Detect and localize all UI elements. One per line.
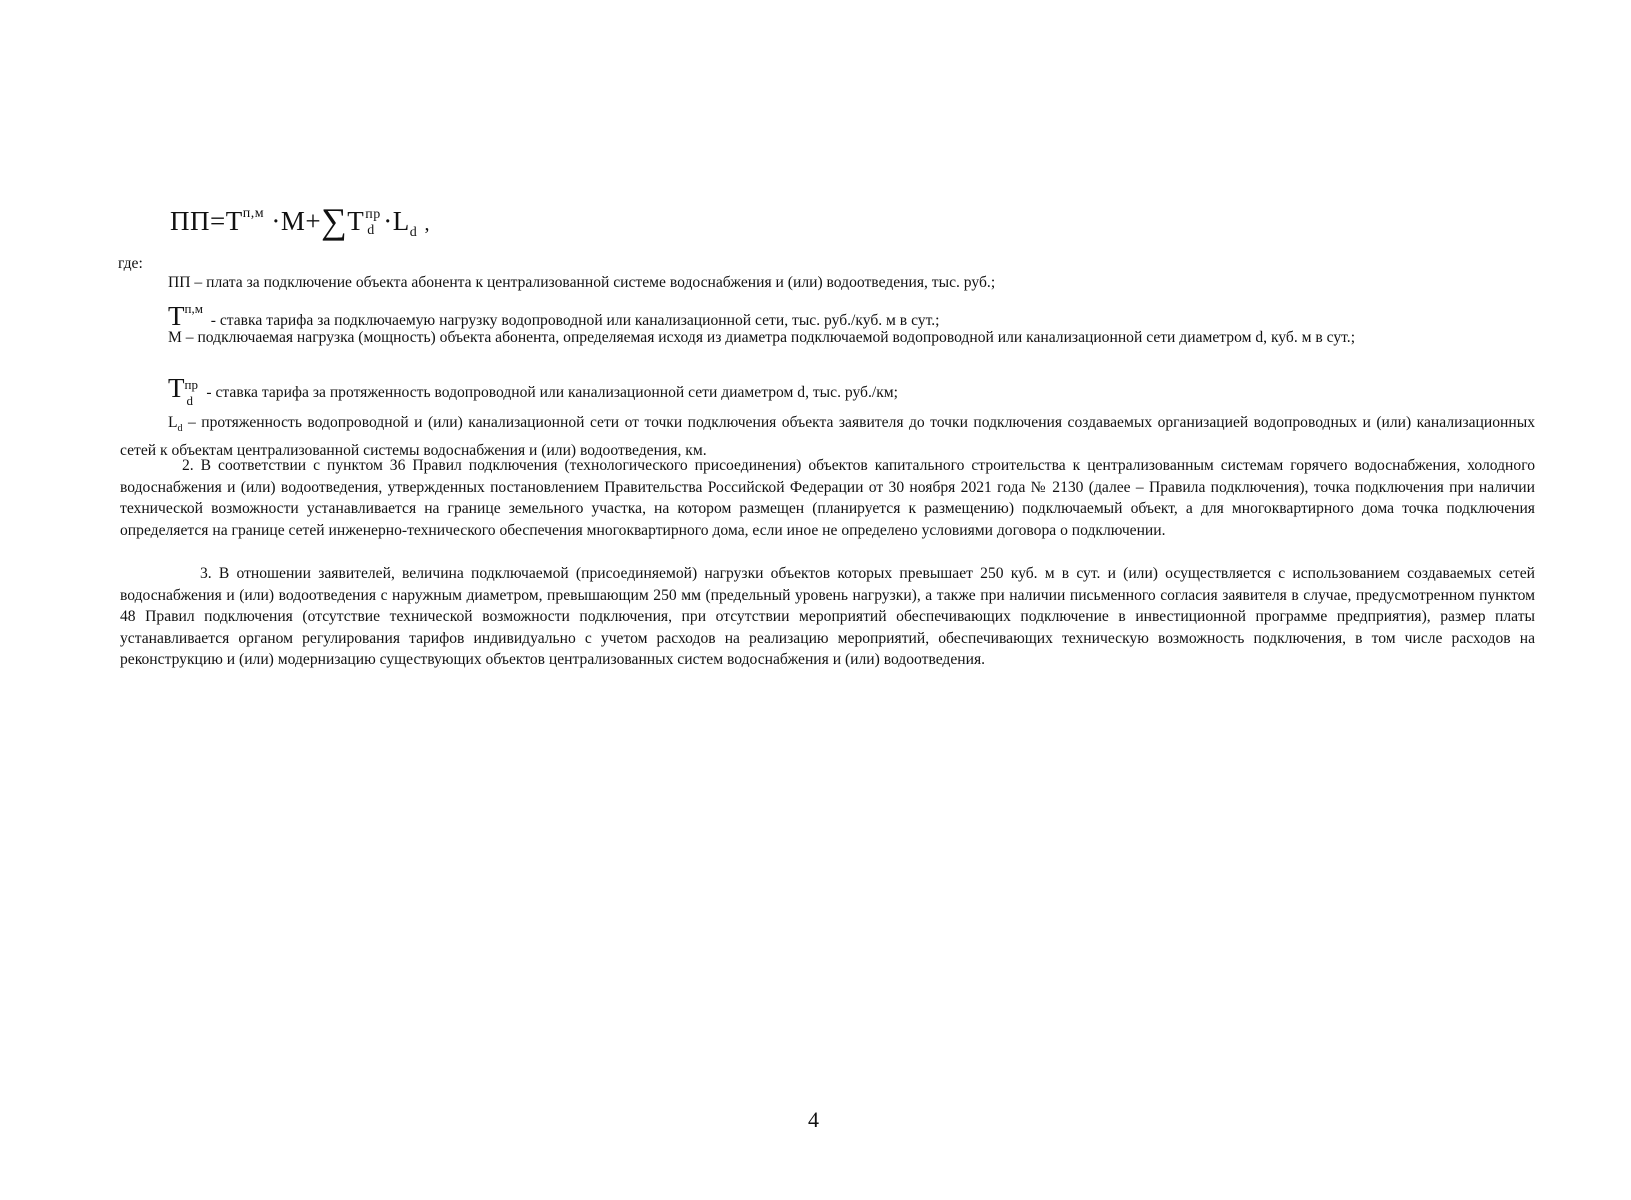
definition-pp: ПП – плата за подключение объекта абонента к централизованной системе водоснабжения и (или) водоотведения, тыс. руб.; [168, 274, 996, 291]
paragraph-2: 2. В соответствии с пунктом 36 Правил подключения (технологического присоединения) объектов капитального строительства к централизованным системам горячего водоснабжения, холодного водоснабжения и (или) водоотведения, утвержденных постановлением Правительства Российской Федерации от 30 ноября 2021 года № 2130 (далее – Правила подключения), точка подключения при наличии технической возможности устанавливается на границе земельного участка, на котором размещен (планируется к размещению) подключаемый объект, а для многоквартирного дома точка подключения определяется на границе сетей инженерно-технического обеспечения многоквартирного дома, если иное не определено условиями договора о подключении. [120, 457, 1535, 539]
definition-td-text: - ставка тарифа за протяженность водопроводной или канализационной сети диаметром d, тыс. руб./км; [206, 384, 898, 401]
definition-t-symbol: T [168, 301, 185, 331]
definition-ld-text: – протяженность водопроводной и (или) канализационной сети от точки подключения объекта заявителя до точки подключения создаваемых организацией водопроводных и (или) канализационных сетей к объектам централизованной системы водоснабжения и (или) водоотведения, км. [120, 414, 1535, 459]
definition-td-subscript: d [186, 393, 193, 409]
formula-comma: , [424, 213, 431, 235]
formula-l-subscript: d [409, 225, 418, 240]
definition-t-text: - ставка тарифа за подключаемую нагрузку водопроводной или канализационной сети, тыс. руб./куб. м в сут.; [210, 312, 940, 329]
definition-t-superscript: п,м [184, 301, 203, 316]
definition-td [168, 373, 1538, 409]
definition-td-indices [184, 377, 203, 409]
paragraph-3: 3. В отношении заявителей, величина подключаемой (присоединяемой) нагрузки объектов которых превышает 250 куб. м в сут. и (или) осуществляется с использованием создаваемых сетей водоснабжения и (или) водоотведения с наружным диаметром, превышающим 250 мм (предельный уровень нагрузки), а также при наличии письменного согласия заявителя в случае, предусмотренном пунктом 48 Правил подключения (отсутствие технической возможности подключения, при отсутствии мероприятий обеспечивающих подключение в инвестиционной программе предприятия), размер платы устанавливается органом регулирования тарифов индивидуально с учетом расходов на реализацию мероприятий, обеспечивающих техническую возможность подключения, в том числе расходов на реконструкцию и (или) модернизацию существующих объектов централизованных систем водоснабжения и (или) водоотведения. [120, 565, 1535, 668]
formula-pp: ПП [170, 206, 210, 236]
formula-t1 [226, 206, 264, 237]
formula-t2-superscript: пр [365, 206, 381, 222]
definition-ld-subscript: d [177, 423, 183, 435]
formula-m: M [280, 206, 306, 236]
definition-m-text: М – подключаемая нагрузка (мощность) объекта абонента, определяемая исходя из диаметра подключаемой водопроводной или канализационной сети диаметром d, куб. м в сут.; [168, 329, 1356, 346]
tariff-formula [170, 200, 430, 242]
formula-t2-subscript: d [367, 222, 375, 238]
formula-t2-indices [365, 206, 383, 239]
formula-plus: + [305, 206, 322, 236]
definition-td-superscript: пр [184, 377, 198, 393]
formula-t1-letter: T [225, 206, 243, 236]
formula-l: L [392, 206, 410, 236]
definition-td-symbol: T [168, 373, 185, 403]
formula-t1-superscript: п,м [242, 206, 265, 221]
formula-dot2: · [383, 206, 393, 236]
definition-m [120, 327, 1535, 349]
formula-sigma-icon: ∑ [321, 201, 348, 241]
formula-equals: = [210, 206, 226, 236]
page-number: 4 [808, 1107, 819, 1132]
formula-dot1: · [271, 206, 281, 236]
definition-ld-symbol: L [168, 414, 178, 431]
where-label: где: [118, 255, 143, 272]
definition-ld [120, 412, 1535, 461]
formula-t2: T [347, 206, 365, 236]
